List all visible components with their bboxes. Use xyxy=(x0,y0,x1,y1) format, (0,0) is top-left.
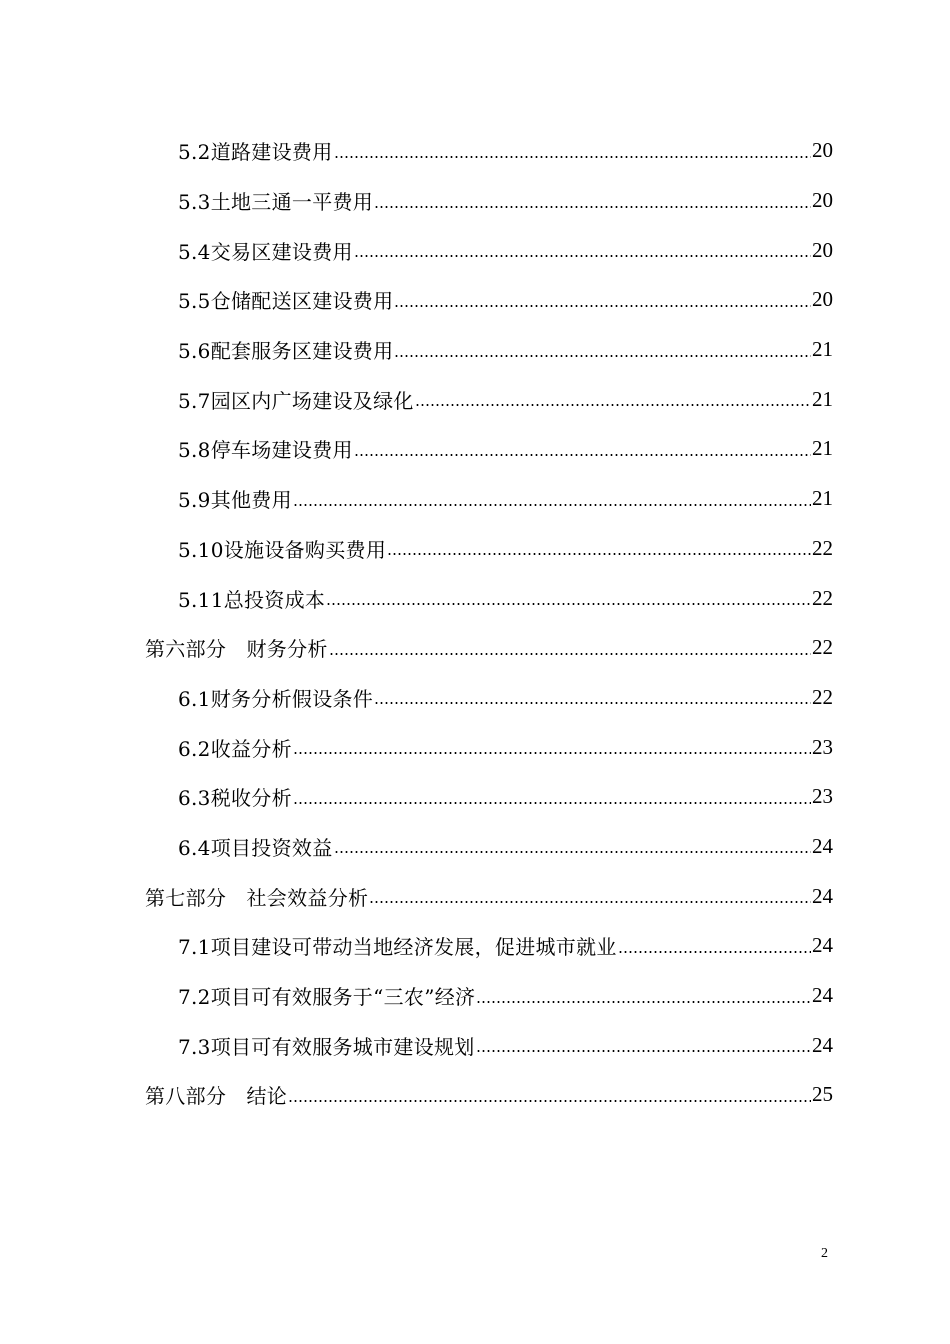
toc-dot-leader xyxy=(374,687,811,707)
toc-subsection-entry[interactable] xyxy=(0,722,950,772)
toc-dot-leader xyxy=(415,389,811,409)
toc-subsection-entry[interactable] xyxy=(0,474,950,524)
toc-entry-page-number: 22 xyxy=(812,535,833,560)
toc-subsection-entry[interactable] xyxy=(0,573,950,623)
toc-entry-title: 7.2项目可有效服务于“三农”经济 xyxy=(178,985,476,1010)
toc-entry-title: 5.7园区内广场建设及绿化 xyxy=(178,388,414,413)
toc-subsection-entry[interactable] xyxy=(0,822,950,872)
toc-subsection-entry[interactable] xyxy=(0,424,950,474)
toc-entry-title: 7.3项目可有效服务城市建设规划 xyxy=(178,1034,475,1059)
toc-entry-title: 6.1财务分析假设条件 xyxy=(178,686,374,711)
toc-subsection-entry[interactable] xyxy=(0,971,950,1021)
toc-dot-leader xyxy=(354,240,811,260)
toc-subsection-entry[interactable] xyxy=(0,921,950,971)
toc-subsection-entry[interactable] xyxy=(0,772,950,822)
toc-entry-title: 5.2道路建设费用 xyxy=(178,140,333,165)
toc-entry-page-number: 20 xyxy=(812,287,833,312)
toc-entry-page-number: 23 xyxy=(812,734,833,759)
toc-entry-page-number: 22 xyxy=(812,684,833,709)
toc-dot-leader xyxy=(374,191,811,211)
toc-entry-title: 5.6配套服务区建设费用 xyxy=(178,339,394,364)
toc-section-entry[interactable] xyxy=(0,1070,950,1120)
toc-entry-title: 第六部分 财务分析 xyxy=(145,637,328,662)
toc-dot-leader xyxy=(329,638,811,658)
toc-subsection-entry[interactable] xyxy=(0,673,950,723)
toc-entry-page-number: 23 xyxy=(812,784,833,809)
toc-entry-title: 5.5仓储配送区建设费用 xyxy=(178,289,394,314)
toc-entry-title: 第八部分 结论 xyxy=(145,1084,288,1109)
toc-entry-title: 6.2收益分析 xyxy=(178,736,292,761)
toc-entry-title: 5.4交易区建设费用 xyxy=(178,239,353,264)
toc-dot-leader xyxy=(618,936,811,956)
toc-subsection-entry[interactable] xyxy=(0,1020,950,1070)
toc-entry-page-number: 20 xyxy=(812,138,833,163)
toc-dot-leader xyxy=(334,141,811,161)
toc-entry-title: 5.9其他费用 xyxy=(178,488,292,513)
toc-entry-page-number: 24 xyxy=(812,983,833,1008)
table-of-contents xyxy=(0,126,950,1120)
toc-dot-leader xyxy=(369,886,811,906)
toc-subsection-entry[interactable] xyxy=(0,374,950,424)
toc-dot-leader xyxy=(476,1035,811,1055)
toc-dot-leader xyxy=(293,737,811,757)
toc-entry-page-number: 24 xyxy=(812,883,833,908)
toc-entry-page-number: 22 xyxy=(812,585,833,610)
toc-entry-page-number: 24 xyxy=(812,1032,833,1057)
toc-dot-leader xyxy=(394,340,811,360)
toc-entry-page-number: 21 xyxy=(812,486,833,511)
toc-section-entry[interactable] xyxy=(0,871,950,921)
toc-entry-title: 7.1项目建设可带动当地经济发展，促进城市就业 xyxy=(178,935,617,960)
toc-entry-title: 第七部分 社会效益分析 xyxy=(145,885,369,910)
toc-subsection-entry[interactable] xyxy=(0,176,950,226)
toc-entry-title: 5.8停车场建设费用 xyxy=(178,438,353,463)
toc-dot-leader xyxy=(387,538,811,558)
toc-entry-title: 6.4项目投资效益 xyxy=(178,835,333,860)
toc-subsection-entry[interactable] xyxy=(0,126,950,176)
toc-entry-title: 6.3税收分析 xyxy=(178,786,292,811)
toc-entry-page-number: 24 xyxy=(812,933,833,958)
toc-subsection-entry[interactable] xyxy=(0,225,950,275)
toc-entry-page-number: 21 xyxy=(812,337,833,362)
toc-entry-page-number: 20 xyxy=(812,237,833,262)
toc-entry-page-number: 21 xyxy=(812,386,833,411)
toc-entry-page-number: 22 xyxy=(812,635,833,660)
toc-subsection-entry[interactable] xyxy=(0,524,950,574)
toc-dot-leader xyxy=(293,787,811,807)
page-number: 2 xyxy=(821,1246,828,1261)
toc-entry-page-number: 21 xyxy=(812,436,833,461)
toc-entry-page-number: 20 xyxy=(812,188,833,213)
toc-dot-leader xyxy=(326,588,811,608)
toc-dot-leader xyxy=(334,836,811,856)
toc-entry-title: 5.10设施设备购买费用 xyxy=(178,537,387,562)
toc-subsection-entry[interactable] xyxy=(0,325,950,375)
toc-entry-title: 5.3土地三通一平费用 xyxy=(178,190,374,215)
toc-entry-title: 5.11总投资成本 xyxy=(178,587,326,612)
toc-entry-page-number: 25 xyxy=(812,1082,833,1107)
toc-dot-leader xyxy=(288,1085,811,1105)
toc-dot-leader xyxy=(394,290,811,310)
toc-dot-leader xyxy=(293,489,811,509)
toc-subsection-entry[interactable] xyxy=(0,275,950,325)
toc-entry-page-number: 24 xyxy=(812,833,833,858)
toc-dot-leader xyxy=(354,439,811,459)
toc-section-entry[interactable] xyxy=(0,623,950,673)
toc-dot-leader xyxy=(476,986,811,1006)
